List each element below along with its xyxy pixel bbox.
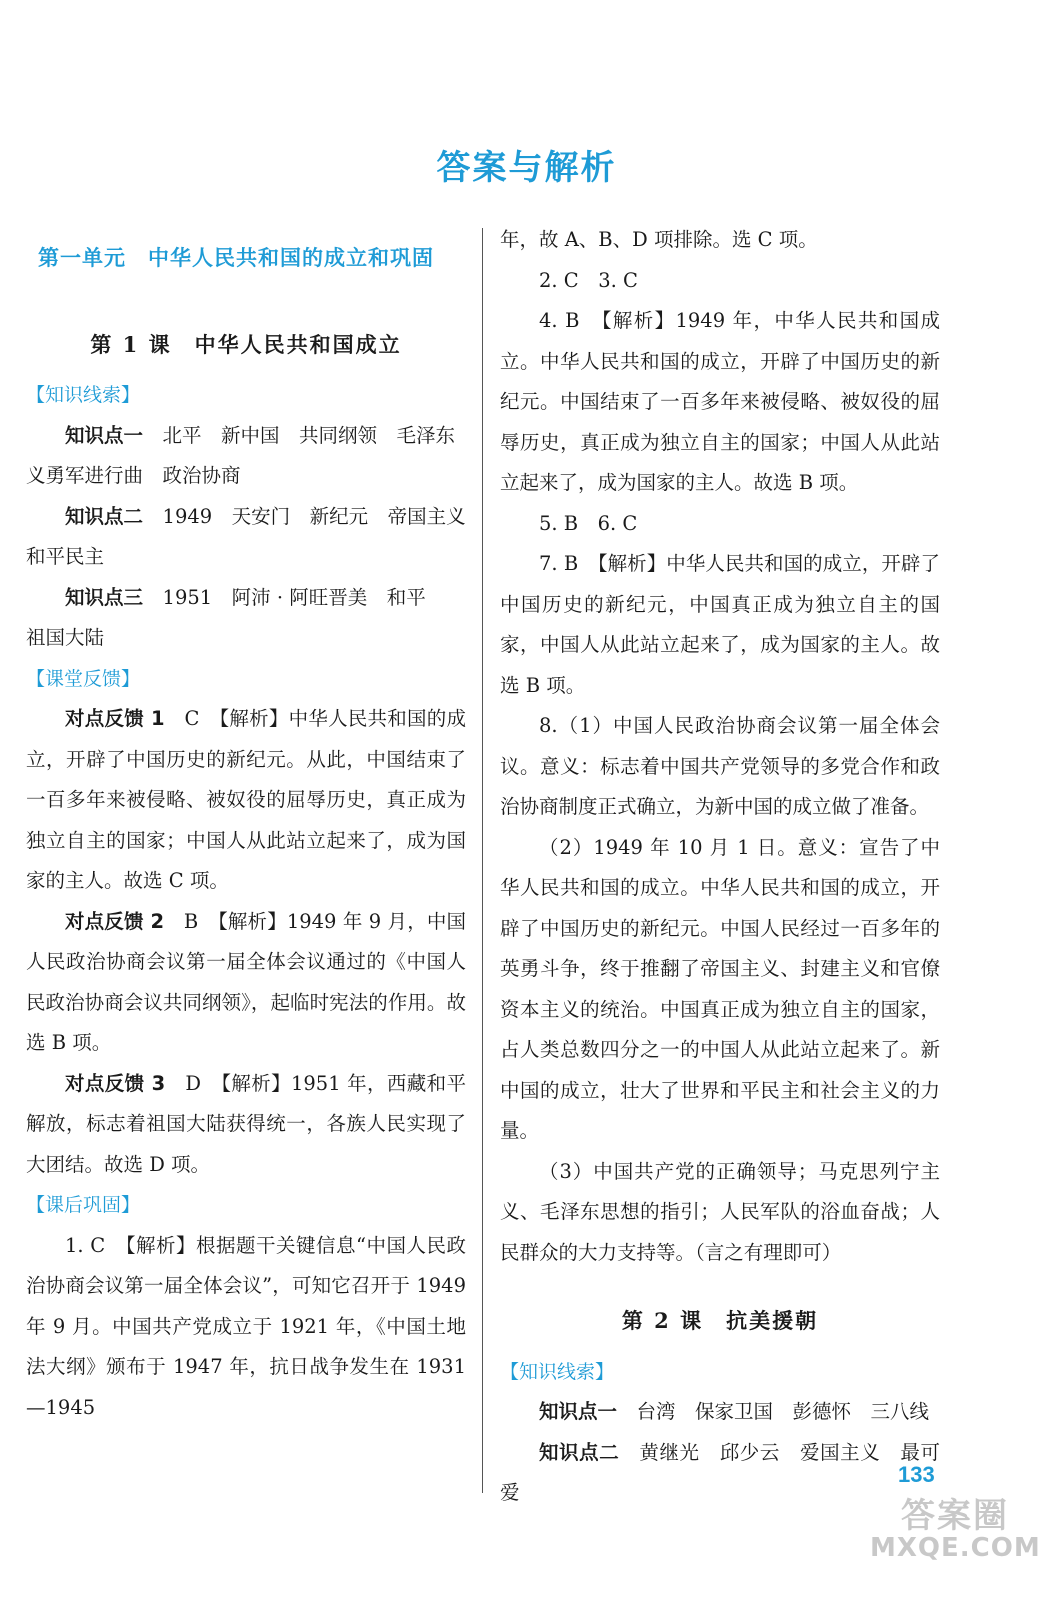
kp-text: 1951 阿沛 · 阿旺晋美 和平 <box>162 585 426 609</box>
kp-label: 知识点一 <box>65 423 144 447</box>
kp-text: 北平 新中国 共同纲领 毛泽东 <box>162 423 456 447</box>
answer-1-cont: 年，故 A、B、D 项排除。选 C 项。 <box>500 228 818 251</box>
section-tag-knowledge-2: 【知识线索】 <box>500 1360 615 1383</box>
kp-label: 知识点二 <box>65 504 144 528</box>
kp-text: 台湾 保家卫国 彭德怀 三八线 <box>636 1400 930 1423</box>
watermark-top: 答案圈 <box>901 1496 1009 1536</box>
column-divider <box>482 228 483 1493</box>
lesson-1-title: 第 1 课 中华人民共和国成立 <box>90 331 402 357</box>
page-number: 133 <box>898 1462 935 1487</box>
feedback-1 <box>26 699 466 902</box>
knowledge-point-3 <box>26 578 466 619</box>
watermark-logo <box>870 1488 1040 1563</box>
lesson-2-title: 第 2 课 抗美援朝 <box>621 1308 819 1333</box>
kp-label: 知识点一 <box>539 1400 618 1423</box>
kp-text: 黄继光 邱少云 爱国主义 最可爱 <box>500 1440 940 1504</box>
feedback-text: B 【解析】1949 年 9 月，中国人民政治协商会议第一届全体会议通过的《中国人民政治协商会议共同纲领》，起临时宪法的作用。故选 B 项。 <box>26 909 466 1054</box>
feedback-text: D 【解析】1951 年，西藏和平解放，标志着祖国大陆获得统一，各族人民实现了大团结。故选 D 项。 <box>26 1071 466 1176</box>
feedback-label: 对点反馈 3 <box>65 1071 166 1095</box>
feedback-3 <box>26 1064 466 1186</box>
watermark-bottom: MXQE.COM <box>870 1533 1041 1563</box>
knowledge-point-1 <box>26 416 466 457</box>
section-tag-knowledge: 【知识线索】 <box>26 384 141 406</box>
kp-label: 知识点三 <box>65 585 144 609</box>
answer-2-3: 2. C 3. C <box>539 268 638 292</box>
answer-7: 7. B 【解析】中华人民共和国的成立，开辟了中国历史的新纪元，中国真正成为独立自主的国家，中国人从此站立起来了，成为国家的主人。故选 B 项。 <box>500 552 940 697</box>
knowledge-point-1-cont: 义勇军进行曲 政治协商 <box>26 464 241 487</box>
answer-5-6: 5. B 6. C <box>539 511 638 535</box>
knowledge-point-2-cont: 和平民主 <box>26 545 105 568</box>
knowledge-point-2 <box>26 497 466 538</box>
kp-text: 1949 天安门 新纪元 帝国主义 <box>162 504 466 528</box>
feedback-2 <box>26 902 466 1064</box>
left-column <box>26 220 466 1428</box>
unit-title: 第一单元 中华人民共和国的成立和巩固 <box>38 246 434 270</box>
knowledge-point-3-cont: 祖国大陆 <box>26 626 105 649</box>
answer-8-2: （2）1949 年 10 月 1 日。意义：宣告了中华人民共和国的成立。中华人民共和国的成立，开辟了中国历史的新纪元。中国人民经过一百多年的英勇斗争，终于推翻了帝国主义、封建主义和官僚资本主义的统治。中国真正成为独立自主的国家，占人类总数四分之一的中国人从此站立起来了。新中国的成立，壮大了世界和平民主和社会主义的力量。 <box>500 835 940 1142</box>
kp-label: 知识点二 <box>539 1440 620 1464</box>
feedback-label: 对点反馈 1 <box>65 707 165 730</box>
l2-knowledge-point-1 <box>500 1392 940 1433</box>
page-title: 答案与解析 <box>436 148 617 188</box>
right-column <box>500 220 940 1514</box>
answer-8-1: 8.（1）中国人民政治协商会议第一届全体会议。意义：标志着中国共产党领导的多党合作和政治协商制度正式确立，为新中国的成立做了准备。 <box>500 714 940 818</box>
feedback-text: C 【解析】中华人民共和国的成立，开辟了中国历史的新纪元。从此，中国结束了一百多年来被侵略、被奴役的屈辱历史，真正成为独立自主的国家；中国人从此站立起来了，成为国家的主人。故选 C 项。 <box>26 707 467 892</box>
answer-8-3: （3）中国共产党的正确领导；马克思列宁主义、毛泽东思想的指引；人民军队的浴血奋战；人民群众的大力支持等。（言之有理即可） <box>500 1159 940 1264</box>
feedback-label: 对点反馈 2 <box>65 909 165 933</box>
answer-4: 4. B 【解析】1949 年，中华人民共和国成立。中华人民共和国的成立，开辟了中国历史的新纪元。中国结束了一百多年来被侵略、被奴役的屈辱历史，真正成为独立自主的国家；中国人从此站立起来了，成为国家的主人。故选 B 项。 <box>500 309 940 494</box>
section-tag-classroom: 【课堂反馈】 <box>26 667 141 690</box>
section-tag-after-class: 【课后巩固】 <box>26 1194 141 1216</box>
answer-1: 1. C 【解析】根据题干关键信息“中国人民政治协商会议第一届全体会议”，可知它召开于 1949 年 9 月。中国共产党成立于 1921 年，《中国土地法大纲》颁布于 1947 年，抗日战争发生在 1931—1945 <box>26 1233 466 1419</box>
